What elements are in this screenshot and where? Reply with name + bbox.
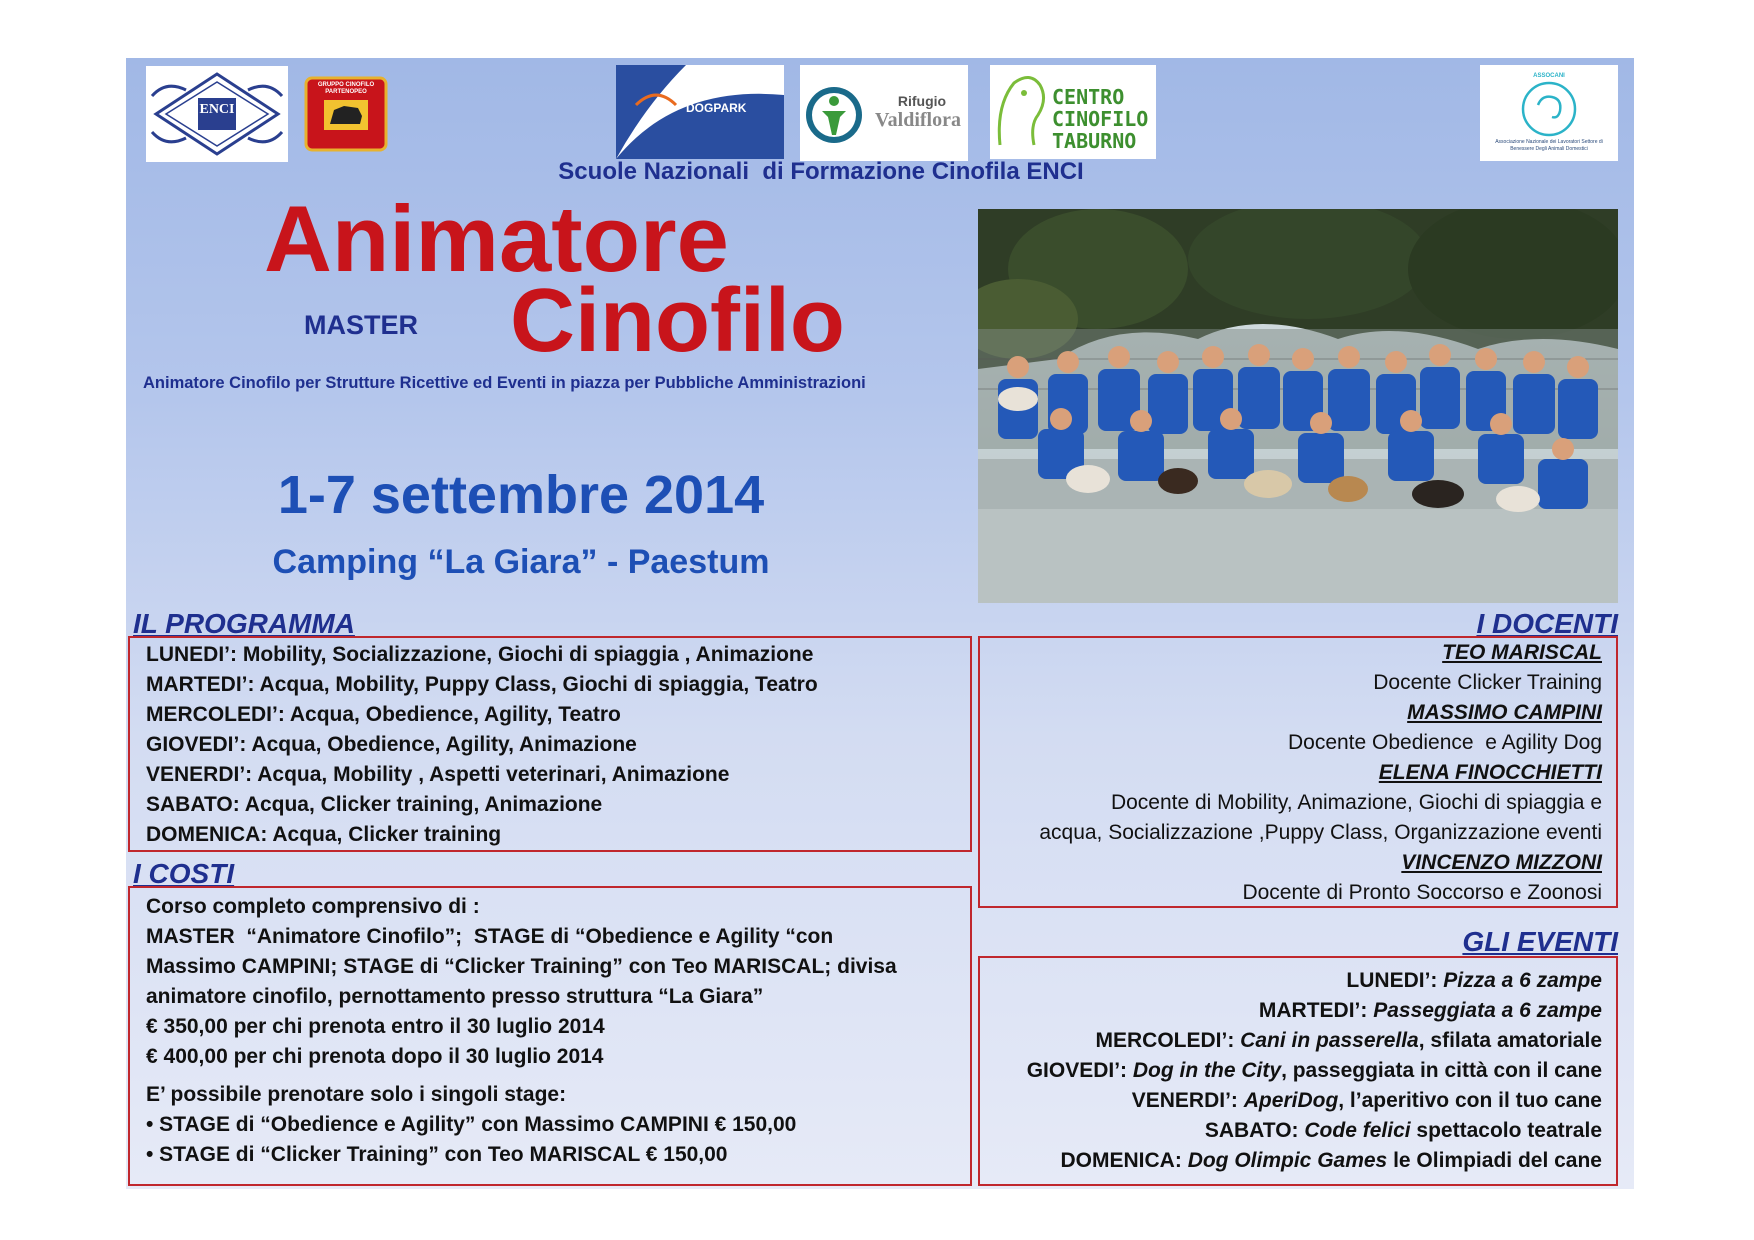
group-photo-image bbox=[978, 209, 1618, 603]
event-dates: 1-7 settembre 2014 bbox=[277, 465, 765, 525]
evento-name: Dog in the City bbox=[1132, 1059, 1282, 1082]
evento-line bbox=[1095, 1026, 1602, 1056]
evento-name: Cani in passerella bbox=[1240, 1029, 1419, 1052]
centro-text-line1: CENTRO bbox=[1052, 85, 1125, 109]
evento-day: LUNEDI’: bbox=[1346, 969, 1444, 992]
event-place: Camping “La Giara” - Paestum bbox=[272, 543, 770, 581]
gruppo-cinofilo-text: GRUPPO CINOFILO PARTENOPEO bbox=[317, 82, 375, 95]
costi-line: animatore cinofilo, pernottamento presso struttura “La Giara” bbox=[146, 985, 764, 1008]
centro-text-line3: TABURNO bbox=[1052, 129, 1137, 153]
evento-name: Dog Olimpic Games bbox=[1187, 1149, 1388, 1172]
programma-line: GIOVEDI’: Acqua, Obedience, Agility, Animazione bbox=[146, 733, 637, 756]
evento-rest: , sfilata amatoriale bbox=[1418, 1029, 1602, 1052]
programma-title: IL PROGRAMMA bbox=[133, 608, 355, 639]
docenti-title: I DOCENTI bbox=[1476, 608, 1618, 639]
schools-heading: Scuole Nazionali di Formazione Cinofila ENCI bbox=[558, 158, 1084, 185]
logo-centro-cinofilo-taburno bbox=[990, 65, 1156, 159]
costi-line: Massimo CAMPINI; STAGE di “Clicker Training” con Teo MARISCAL; divisa bbox=[146, 955, 897, 978]
docente-name: ELENA FINOCCHIETTI bbox=[1378, 761, 1602, 784]
title-animatore: Animatore bbox=[264, 186, 729, 291]
costi-line: MASTER “Animatore Cinofilo”; STAGE di “Obedience e Agility “con bbox=[146, 925, 834, 948]
evento-name: Passeggiata a 6 zampe bbox=[1373, 999, 1602, 1022]
docente-name: TEO MARISCAL bbox=[1442, 641, 1602, 664]
assocani-caption: Associazione Nazionale dei Lavoratori Settore di Benessere Degli Animali Domestici bbox=[1495, 139, 1603, 152]
dogpark-text: DOGPARK bbox=[686, 101, 747, 115]
docente-desc: Docente Clicker Training bbox=[1373, 671, 1602, 694]
docente-name: MASSIMO CAMPINI bbox=[1407, 701, 1602, 724]
programma-line: MERCOLEDI’: Acqua, Obedience, Agility, Teatro bbox=[146, 703, 621, 726]
enci-logo-text: ENCI bbox=[199, 102, 235, 117]
costi-line: € 400,00 per chi prenota dopo il 30 luglio 2014 bbox=[146, 1045, 604, 1068]
evento-line bbox=[1027, 1056, 1602, 1086]
logo-dogpark bbox=[616, 65, 784, 159]
logo-gruppo-cinofilo bbox=[304, 76, 388, 152]
docente-name: VINCENZO MIZZONI bbox=[1401, 851, 1602, 874]
evento-day: MARTEDI’: bbox=[1258, 999, 1374, 1022]
costi-line: Corso completo comprensivo di : bbox=[146, 895, 480, 918]
evento-line bbox=[1259, 996, 1602, 1026]
costi-title: I COSTI bbox=[133, 858, 235, 889]
docente-desc: acqua, Socializzazione ,Puppy Class, Organizzazione eventi bbox=[1039, 821, 1602, 844]
programma-line: MARTEDI’: Acqua, Mobility, Puppy Class, Giochi di spiaggia, Teatro bbox=[146, 673, 818, 696]
evento-day: SABATO: bbox=[1204, 1119, 1305, 1142]
evento-name: Pizza a 6 zampe bbox=[1443, 969, 1602, 992]
programma-box bbox=[128, 636, 972, 852]
logo-assocani bbox=[1480, 65, 1618, 161]
programma-line: VENERDI’: Acqua, Mobility , Aspetti veterinari, Animazione bbox=[146, 763, 730, 786]
rifugio-text-line2: Valdiflora bbox=[875, 109, 961, 131]
evento-day: GIOVEDI’: bbox=[1026, 1059, 1133, 1082]
evento-rest: spettacolo teatrale bbox=[1410, 1119, 1602, 1142]
evento-rest: , passeggiata in città con il cane bbox=[1281, 1059, 1602, 1082]
evento-rest: le Olimpiadi del cane bbox=[1387, 1149, 1602, 1172]
hero-subtitle: Animatore Cinofilo per Strutture Ricettive ed Eventi in piazza per Pubbliche Amministrazioni bbox=[143, 374, 866, 392]
master-label: MASTER bbox=[304, 310, 418, 340]
evento-day: MERCOLEDI’: bbox=[1095, 1029, 1241, 1052]
evento-day: DOMENICA: bbox=[1060, 1149, 1188, 1172]
costi-line: • STAGE di “Clicker Training” con Teo MARISCAL € 150,00 bbox=[146, 1143, 728, 1166]
evento-day: VENERDI’: bbox=[1131, 1089, 1244, 1112]
costi-box bbox=[128, 886, 972, 1186]
evento-line bbox=[1132, 1086, 1602, 1116]
eventi-box bbox=[978, 956, 1618, 1186]
logo-rifugio-valdiflora bbox=[800, 65, 968, 161]
title-cinofilo: Cinofilo bbox=[510, 271, 845, 371]
rifugio-text-line1: Rifugio bbox=[897, 93, 947, 109]
docente-desc: Docente di Mobility, Animazione, Giochi di spiaggia e bbox=[1110, 791, 1602, 814]
programma-line: SABATO: Acqua, Clicker training, Animazione bbox=[146, 793, 603, 816]
costi-line: • STAGE di “Obedience e Agility” con Massimo CAMPINI € 150,00 bbox=[146, 1113, 797, 1136]
programma-line: DOMENICA: Acqua, Clicker training bbox=[146, 823, 502, 846]
poster bbox=[126, 58, 1634, 1189]
costi-line: € 350,00 per chi prenota entro il 30 luglio 2014 bbox=[146, 1015, 605, 1038]
centro-text-line2: CINOFILO bbox=[1052, 107, 1149, 131]
group-photo bbox=[978, 209, 1618, 603]
docente-desc: Docente di Pronto Soccorso e Zoonosi bbox=[1242, 881, 1602, 904]
evento-name: AperiDog bbox=[1243, 1089, 1339, 1112]
programma-line: LUNEDI’: Mobility, Socializzazione, Giochi di spiaggia , Animazione bbox=[146, 643, 814, 666]
evento-rest: , l’aperitivo con il tuo cane bbox=[1338, 1089, 1602, 1112]
logo-enci bbox=[146, 66, 288, 162]
evento-line bbox=[1061, 1146, 1602, 1176]
costi-line: E’ possibile prenotare solo i singoli stage: bbox=[146, 1083, 567, 1106]
docenti-box bbox=[978, 636, 1618, 908]
evento-line bbox=[1346, 966, 1602, 996]
docente-desc: Docente Obedience e Agility Dog bbox=[1287, 731, 1602, 754]
assocani-text: ASSOCANI bbox=[1533, 73, 1565, 79]
eventi-title: GLI EVENTI bbox=[1462, 926, 1618, 957]
evento-name: Code felici bbox=[1304, 1119, 1411, 1142]
evento-line bbox=[1205, 1116, 1602, 1146]
